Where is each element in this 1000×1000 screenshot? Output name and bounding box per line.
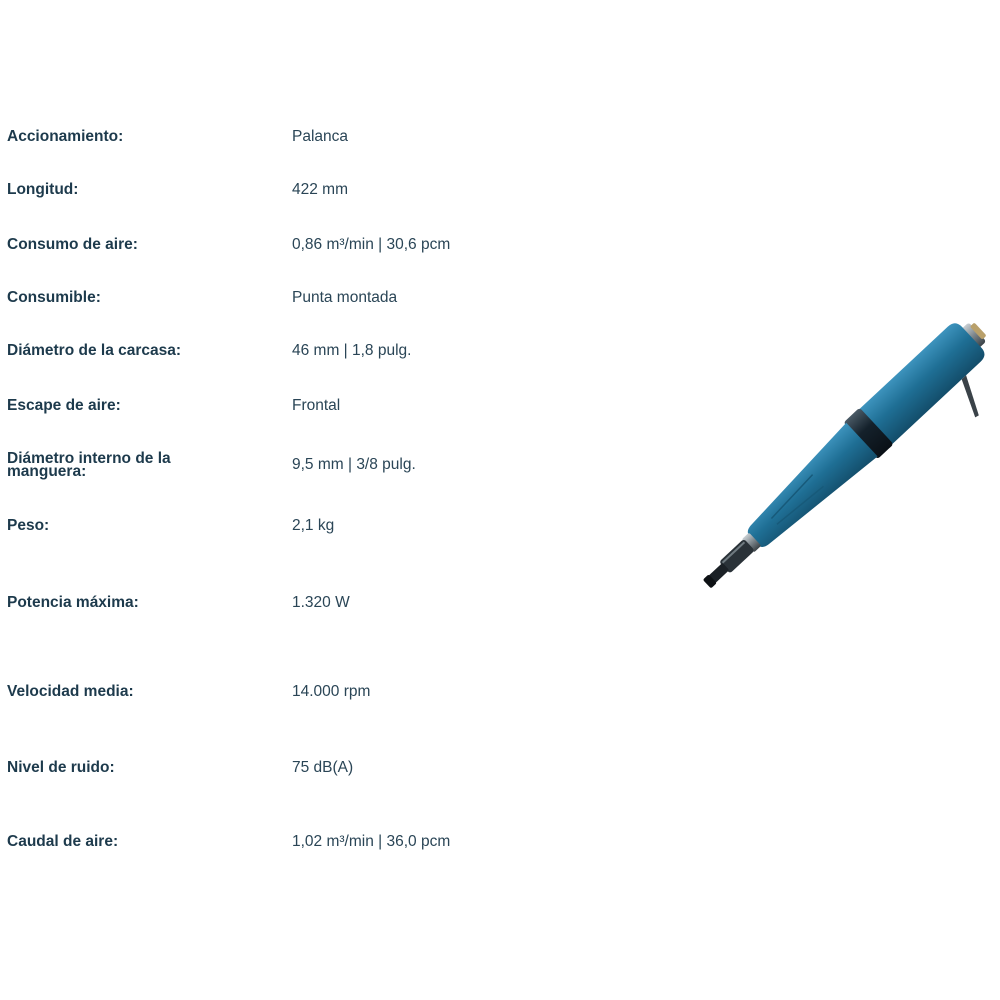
spec-value-potencia-maxima: 1.320 W — [292, 594, 350, 611]
pneumatic-grinder-image — [680, 300, 1000, 620]
spec-label-potencia-maxima: Potencia máxima: — [7, 594, 139, 611]
spec-value-velocidad-media: 14.000 rpm — [292, 683, 371, 700]
spec-label-consumo-de-aire: Consumo de aire: — [7, 236, 138, 253]
spec-label-diametro-carcasa: Diámetro de la carcasa: — [7, 342, 182, 359]
spec-value-peso: 2,1 kg — [292, 517, 335, 534]
spec-value-diametro-manguera: 9,5 mm | 3/8 pulg. — [292, 456, 416, 473]
spec-label-peso: Peso: — [7, 517, 50, 534]
spec-label-nivel-de-ruido: Nivel de ruido: — [7, 759, 115, 776]
spec-value-accionamiento: Palanca — [292, 128, 349, 145]
spec-label-velocidad-media: Velocidad media: — [7, 683, 134, 700]
spec-label-longitud: Longitud: — [7, 181, 79, 198]
spec-label-caudal-de-aire: Caudal de aire: — [7, 833, 119, 850]
spec-value-caudal-de-aire: 1,02 m³/min | 36,0 pcm — [292, 833, 451, 850]
spec-value-consumible: Punta montada — [292, 289, 398, 306]
spec-label-consumible: Consumible: — [7, 289, 101, 306]
spec-value-nivel-de-ruido: 75 dB(A) — [292, 759, 354, 776]
spec-value-longitud: 422 mm — [292, 181, 348, 198]
spec-label-diametro-manguera: Diámetro interno de la manguera: — [7, 450, 171, 480]
spec-label-accionamiento: Accionamiento: — [7, 128, 124, 145]
spec-label-escape-de-aire: Escape de aire: — [7, 397, 121, 414]
spec-value-escape-de-aire: Frontal — [292, 397, 341, 414]
spec-value-consumo-de-aire: 0,86 m³/min | 30,6 pcm — [292, 236, 451, 253]
spec-value-diametro-carcasa: 46 mm | 1,8 pulg. — [292, 342, 412, 359]
